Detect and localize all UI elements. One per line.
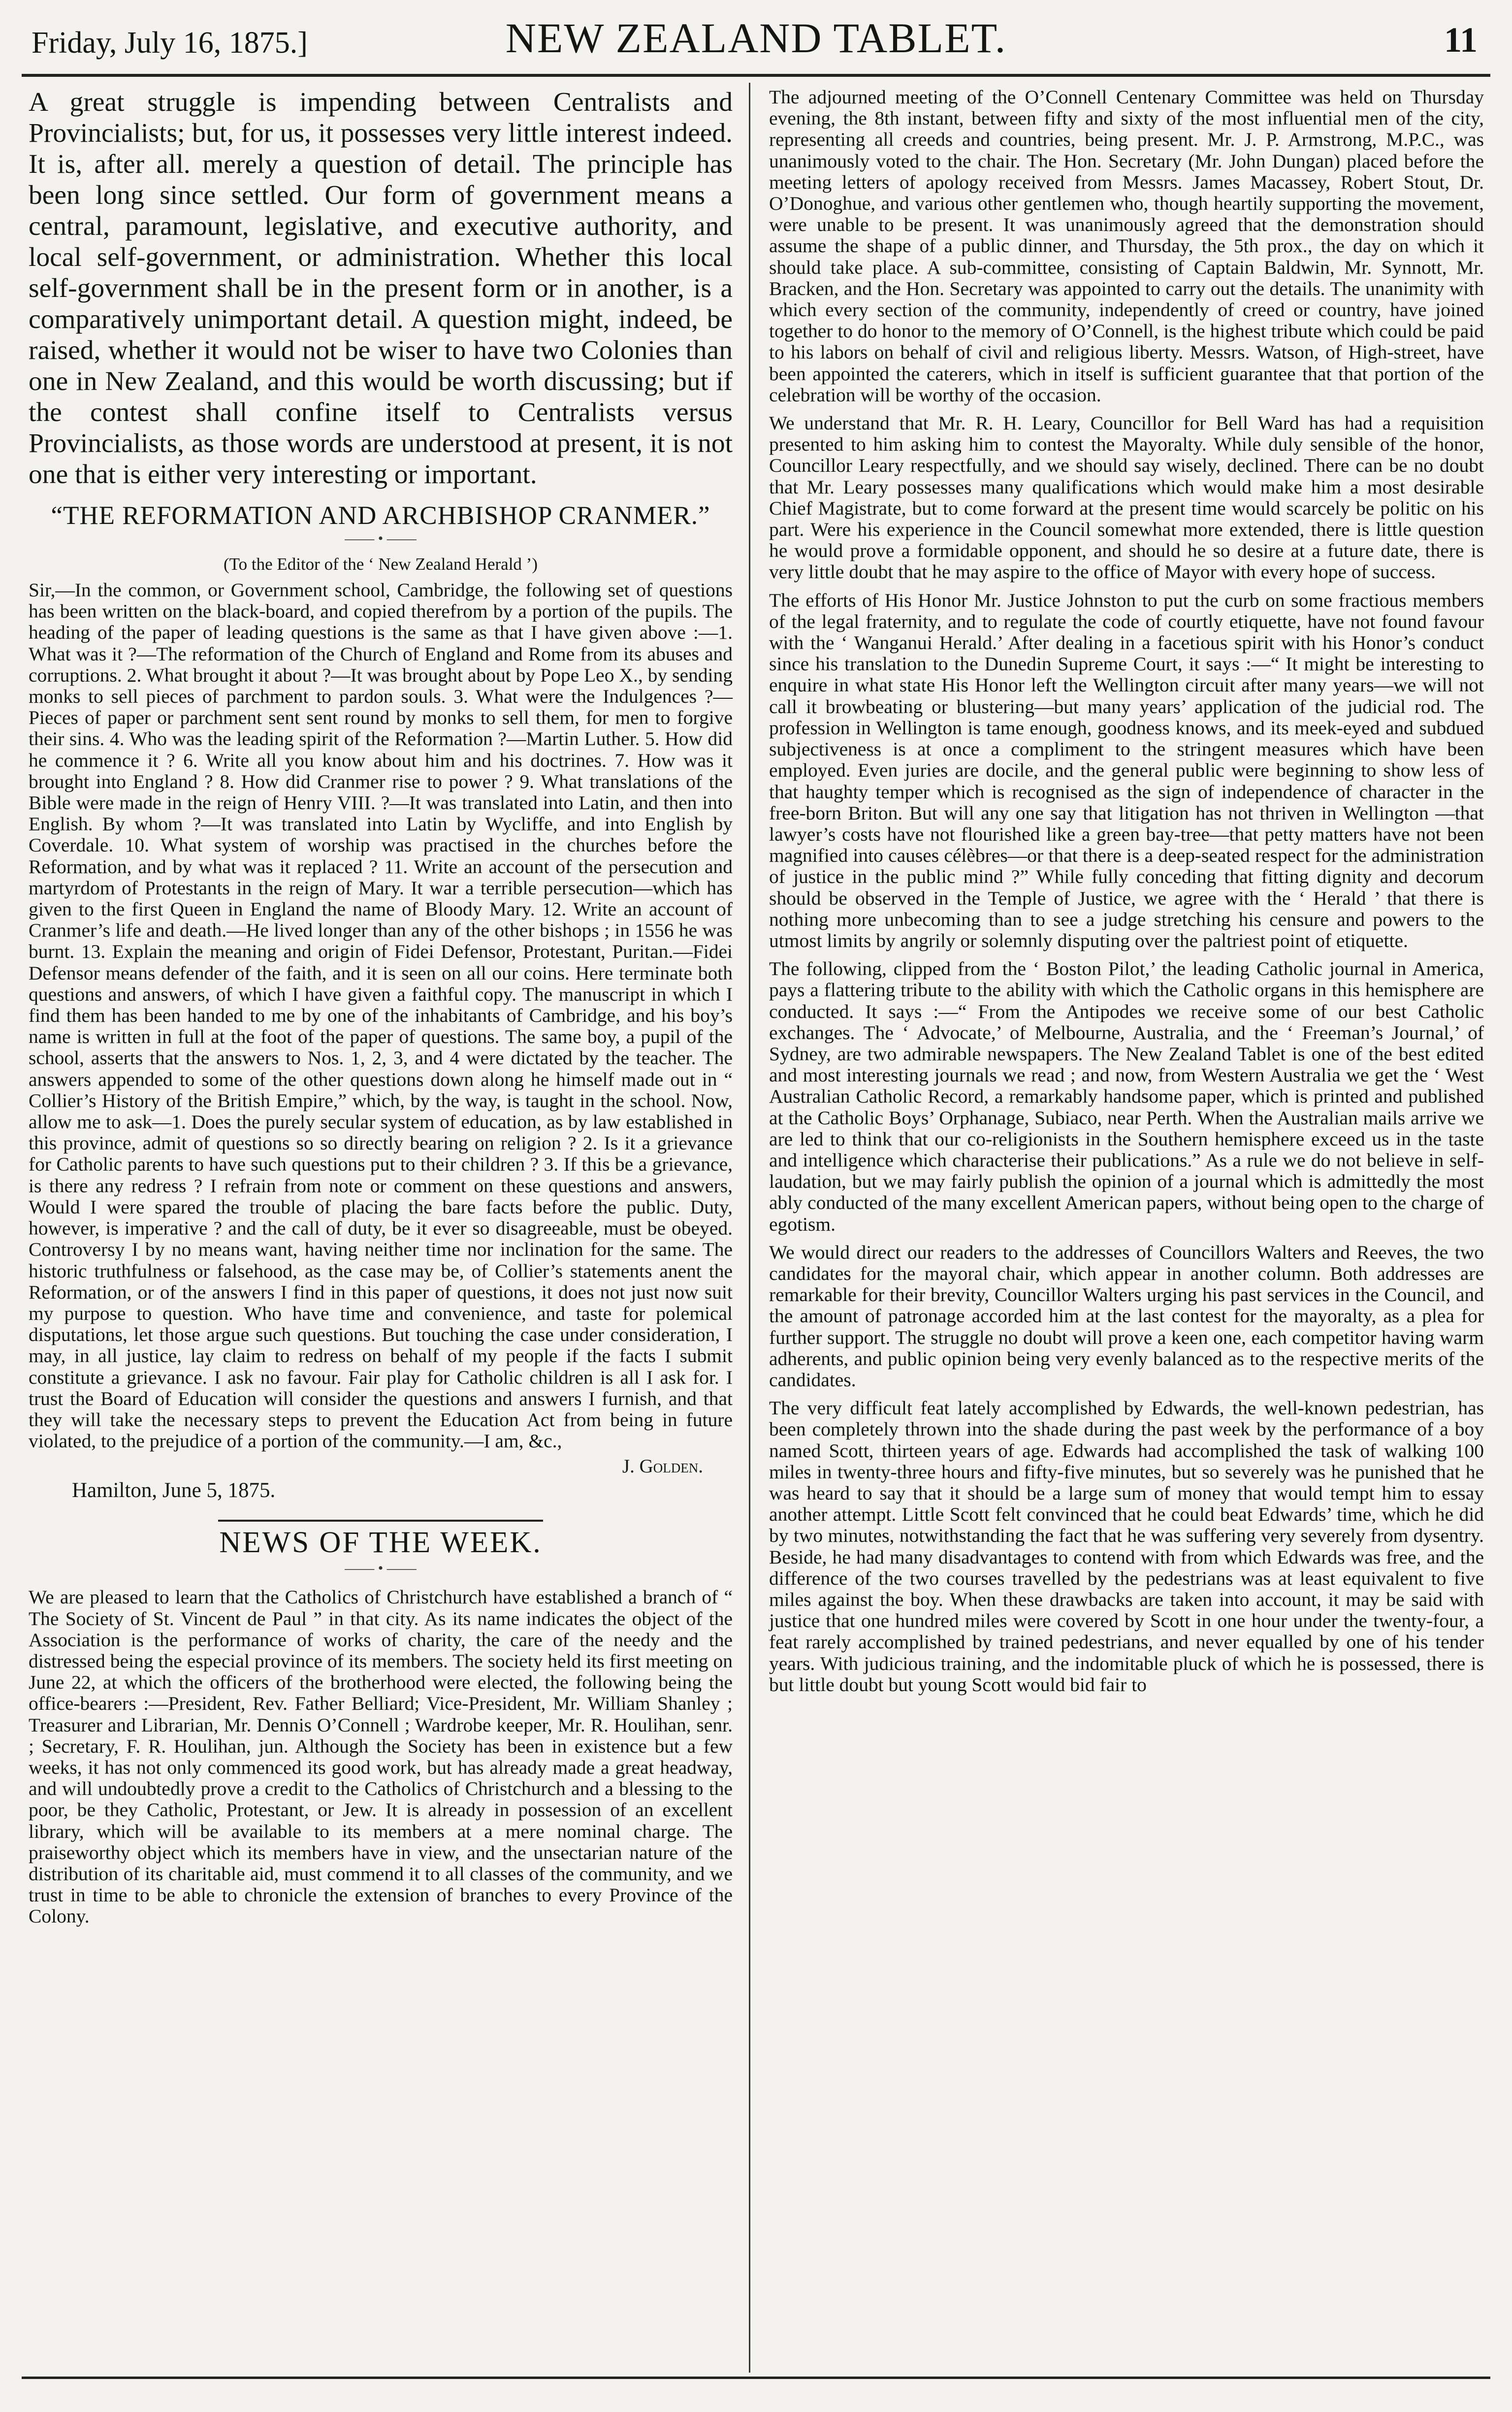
- news-item-oconnell: The adjourned meeting of the O’Connell Centenary Committee was held on Thursday evening, the 8th instant, between fifty and sixty of the most influential men of the city, representing all creeds and countries, being present. Mr. J. P. Armstrong, M.P.C., was unanimously voted to the chair. The Hon. Secretary (Mr. John Dungan) placed before the meeting letters of apology received from Messrs. James Macassey, Robert Stout, Dr. O’Donoghue, and various other gentlemen who, though heartily supporting the movement, were unable to be present. It was unanimously agreed that the demonstration should assume the shape of a public dinner, and Thursday, the 5th prox., the day on which it should take place. A sub-committee, consisting of Captain Baldwin, Mr. Synnott, Mr. Bracken, and the Hon. Secretary was appointed to carry out the details. The unanimity with which every section of the community, independently of creed or country, have joined together to do honor to the memory of O’Connell, is the highest tribute which could be paid to his labors on behalf of civil and religious liberty. Messrs. Watson, of High-street, have been appointed the caterers, which in itself is sufficient guarantee that that portion of the celebration will be worthy of the occasion.: [769, 86, 1484, 406]
- editor-note: (To the Editor of the ‘ New Zealand Herald ’): [224, 554, 538, 574]
- news-item-pedestrian: The very difficult feat lately accomplished by Edwards, the well-known pedestrian, has been completely thrown into the shade during the past week by the performance of a boy named Scott, thirteen years of age. Edwards had accomplished the task of walking 100 miles in twenty-three hours and fifty-five minutes, but so severely was he punished that he was heard to say that it should be a large sum of money that would tempt him to essay another attempt. Little Scott felt convinced that he could beat Edwards’ time, which he did by two minutes, notwithstanding the fact that he was suffering very severely from dysentry. Beside, he had many disadvantages to contend with from which Edwards was free, and the difference of the two courses travelled by the pedestrians was at least equivalent to five miles against the boy. When these drawbacks are taken into account, it may be said with justice that one hundred miles were covered by Scott in one hour under the twenty-four, a feat rarely accomplished by trained pedestrians, and never equalled by one of his tender years. With judicious training, and the indomitable pluck of which he is possessed, there is but little doubt but young Scott would bid fair to: [769, 1397, 1484, 1695]
- footer-rule: [22, 2377, 1490, 2379]
- ornament-divider: —— • ——: [345, 530, 417, 547]
- issue-date: Friday, July 16, 1875.]: [32, 26, 308, 60]
- right-column: [769, 87, 1484, 1695]
- column-divider: [749, 83, 750, 2373]
- letter-body: [29, 580, 733, 1452]
- news-body: [29, 1587, 733, 1927]
- letter-place-date: Hamilton, June 5, 1875.: [72, 1479, 276, 1502]
- letter-paragraph: Sir,—In the common, or Government school, Cambridge, the following set of questions has been written on the black-board, and copied therefrom by a portion of the pupils. The heading of the paper of leading questions is the same as that I have given above :—1. What was it ?—The reformation of the Church of England and Rome from its abuses and corruptions. 2. What brought it about ?—It was brought about by Pope Leo X., by sending monks to sell pieces of parchment to pardon souls. 3. What were the Indulgences ?—Pieces of paper or parchment sent sent round by monks to sell them, for men to forgive their sins. 4. Who was the leading spirit of the Reformation ?—Martin Luther. 5. How did he commence it ? 6. Write all you know about him and his doctrines. 7. How was it brought into England ? 8. How did Cranmer rise to power ? 9. What translations of the Bible were made in the reign of Henry VIII. ?—It was translated into Latin, and then into English. By whom ?—It was translated into Latin by Wycliffe, and into English by Coverdale. 10. What system of worship was practised in the churches before the Reformation, and by what was it replaced ? 11. Write an account of the persecution and martyrdom of Protestants in the reign of Mary. It war a terrible persecution—which has given to the first Queen in England the name of Bloody Mary. 12. Write an account of Cranmer’s life and death.—He lived longer than any of the other bishops ; in 1556 he was burnt. 13. Explain the meaning and origin of Fidei Defensor, Protestant, Puritan.—Fidei Defensor means defender of the faith, and it is seen on all our coins. Here terminate both questions and answers, of which I have given a faithful copy. The manuscript in which I find them has been handed to me by one of the inhabitants of Cambridge, and his boy’s name is written in full at the foot of the paper of questions. The same boy, a pupil of the school, asserts that the answers to Nos. 1, 2, 3, and 4 were dictated by the teacher. The answers appended to some of the other questions down along he himself made out in “ Collier’s History of the British Empire,” which, by the way, is taught in the school. Now, allow me to ask—1. Does the purely secular system of education, as by law established in this province, admit of questions so so directly bearing on religion ? 2. Is it a grievance for Catholic parents to have such questions put to their children ? 3. If this be a grievance, is there any redress ? I refrain from note or comment on these questions and answers, Would I were spared the trouble of placing the bare facts before the public. Duty, however, is imperative ? and the call of duty, be it ever so disagreeable, must be obeyed. Controversy I by no means want, having neither time nor inclination for the same. The historic truthfulness or falsehood, as the case may be, of Collier’s statements anent the Reformation, or of the answers I find in this paper of questions, it does not just now suit my purpose to question. Who have time and convenience, and taste for polemical disputations, let those argue such questions. But touching the case under consideration, I may, in all justice, lay claim to redress on behalf of my people if the facts I submit constitute a grievance. I ask no favour. Fair play for Catholic children is all I ask for. I trust the Board of Education will consider the questions and answers I furnish, and that they will take the necessary steps to prevent the Education Act from being in future violated, to the prejudice of a portion of the community.—I am, &c.,: [29, 579, 733, 1452]
- news-ornament: —— • ——: [345, 1560, 417, 1577]
- left-column: [29, 87, 733, 1927]
- news-paragraph: We are pleased to learn that the Catholics of Christchurch have established a branch of “ The Society of St. Vincent de Paul ” in that city. As its name indicates the object of the Association is the performance of works of charity, the care of the needy and the distressed being the especial province of its members. The society held its first meeting on June 22, at which the officers of the brotherhood were elected, the following being the office-bearers :—President, Rev. Father Belliard; Vice-President, Mr. William Shanley ; Treasurer and Librarian, Mr. Dennis O’Connell ; Wardrobe keeper, Mr. R. Houlihan, senr. ; Secretary, F. R. Houlihan, jun. Although the Society has been in existence but a few weeks, it has not only commenced its good work, but has already made a great headway, and will undoubtedly prove a credit to the Catholics of Christchurch and a blessing to the poor, be they Catholic, Protestant, or Jew. It is already in possession of an excellent library, which will be available to its members at a mere nominal charge. The praiseworthy object which its members have in view, and the unsectarian nature of the distribution of its charitable aid, must commend it to all classes of the community, and we trust in time to be able to chronicle the extension of branches to every Province of the Colony.: [29, 1586, 733, 1927]
- news-item-boston-pilot: The following, clipped from the ‘ Boston Pilot,’ the leading Catholic journal in America, pays a flattering tribute to the ability with which the Catholic organs in this hemisphere are conducted. It says :—“ From the Antipodes we receive some of our best Catholic exchanges. The ‘ Advocate,’ of Melbourne, Australia, and the ‘ Freeman’s Journal,’ of Sydney, are two admirable newspapers. The New Zealand Tablet is one of the best edited and most interesting journals we read ; and now, from Western Australia we get the ‘ West Australian Catholic Record, a remarkably handsome paper, which is printed and published at the Catholic Boys’ Orphanage, Subiaco, near Perth. When the Australian mails arrive we are led to think that our co-religionists in the Southern hemisphere exceed us in the taste and intelligence which characterise their publications.” As a rule we do not believe in self-laudation, but we may fairly publish the opinion of a journal which is admittedly the most ably conducted of the many excellent American papers, without being open to the charge of egotism.: [769, 958, 1484, 1235]
- news-item-justice-johnston: The efforts of His Honor Mr. Justice Johnston to put the curb on some fractious members of the legal fraternity, and to regulate the code of courtly etiquette, have not found favour with the ‘ Wanganui Herald.’ After dealing in a facetious spirit with his Honor’s conduct since his translation to the Dunedin Supreme Court, it says :—“ It might be interesting to enquire in what state His Honor left the Wellington circuit after many years—we will not call it browbeating or blustering—but many years’ application of the judicial rod. The profession in Wellington is tame enough, goodness knows, and its meek-eyed and subdued subjectiveness is at once a compliment to the stringent measures which have been employed. Even juries are docile, and the general public were beginning to show less of that haughty temper which is recognised as the sign of independence of character in the free-born Briton. But will any one say that litigation has not thriven in Wellington —that lawyer’s costs have not flourished like a green bay-tree—that petty matters have not been magnified into causes célèbres—or that there is a deep-seated respect for the administration of justice in the public mind ?” While fully conceding that fitting dignity and decorum should be observed in the Temple of Justice, we agree with the ‘ Herald ’ that there is nothing more unbecoming than to see a judge stretching his censure and powers to the utmost limits by angrily or solemnly disputing over the paltriest point of etiquette.: [769, 589, 1484, 951]
- news-heading: NEWS OF THE WEEK.: [219, 1526, 542, 1560]
- letter-heading: “THE REFORMATION AND ARCHBISHOP CRANMER.”: [51, 501, 710, 530]
- page-number: 11: [1444, 20, 1478, 60]
- header-rule: [22, 74, 1490, 77]
- editorial-paragraph: A great struggle is impending between Centralists and Provincialists; but, for us, it possesses very little interest indeed. It is, after all. merely a question of detail. The principle has been long since settled. Our form of government means a central, paramount, legislative, and executive authority, and local self-government, or administration. Whether this local self-government shall be in the present form or in another, is a comparatively unimportant detail. A question might, indeed, be raised, whether it would not be wiser to have two Colonies than one in New Zealand, and this would be worth discussing; but if the contest shall confine itself to Centralists versus Provincialists, as those words are understood at present, it is not one that is either very interesting or important.: [29, 87, 733, 489]
- masthead-title: NEW ZEALAND TABLET.: [505, 14, 1007, 62]
- section-rule: [218, 1520, 543, 1522]
- letter-signature: J. Golden.: [622, 1456, 703, 1477]
- news-item-mayoral-addresses: We would direct our readers to the addresses of Councillors Walters and Reeves, the two candidates for the mayoral chair, which appear in another column. Both addresses are remarkable for their brevity, Councillor Walters urging his past services in the Council, and the amount of patronage accorded him at the last contest for the mayoralty, as a plea for further support. The struggle no doubt will prove a keen one, each competitor having warm adherents, and public opinion being very evenly balanced as to the respective merits of the candidates.: [769, 1241, 1484, 1391]
- news-item-leary: We understand that Mr. R. H. Leary, Councillor for Bell Ward has had a requisition presented to him asking him to contest the Mayoralty. While duly sensible of the honor, Councillor Leary respectfully, and we should say wisely, declined. There can be no doubt that Mr. Leary possesses many qualifications which would make him a most desirable Chief Magistrate, but to come forward at the present time would scarcely be politic on his part. Were his experience in the Council somewhat more extended, there is little question he would prove a formidable opponent, and should he so desire at a future date, there is very little doubt that he may aspire to the office of Mayor with every hope of success.: [769, 412, 1484, 583]
